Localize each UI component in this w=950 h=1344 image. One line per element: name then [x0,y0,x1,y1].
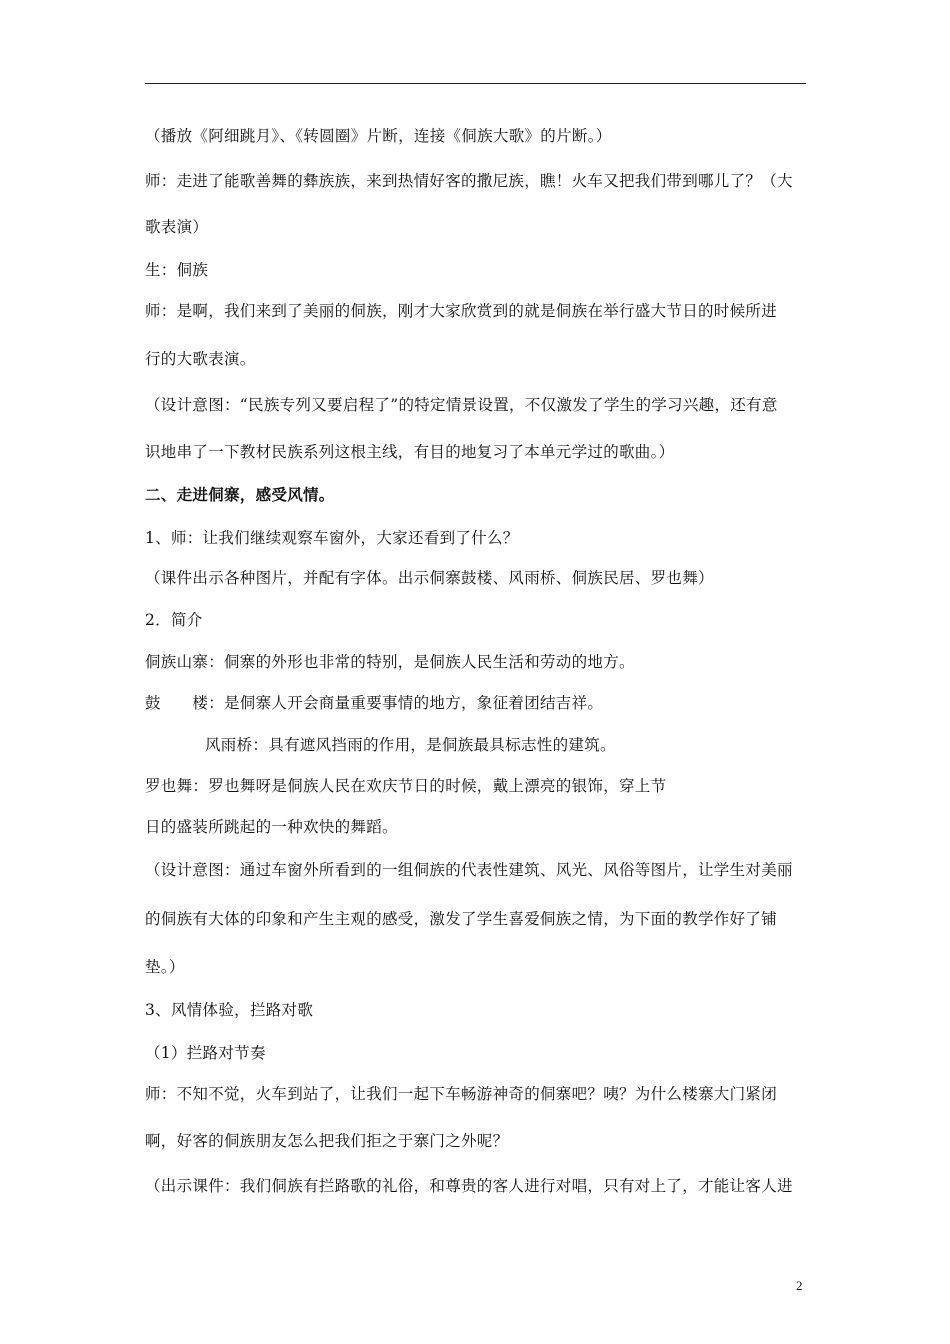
text-line: 师：不知不觉，火车到站了，让我们一起下车畅游神奇的侗寨吧？咦？为什么楼寨大门紧闭 [145,1085,778,1103]
text-line: 2．简介 [145,611,203,629]
text-line: 3、风情体验，拦路对歌 [145,1001,314,1019]
header-rule [145,83,806,84]
text-line: 识地串了一下教材民族系列这根主线，有目的地复习了本单元学过的歌曲。） [145,443,675,461]
page-number: 2 [796,1278,803,1293]
text-line: 罗也舞：罗也舞呀是侗族人民在欢庆节日的时候，戴上漂亮的银饰，穿上节 [145,777,667,795]
text-line: （课件出示各种图片，并配有字体。出示侗寨鼓楼、风雨桥、侗族民居、罗也舞） [145,569,714,587]
text-line: 鼓 楼：是侗寨人开会商量重要事情的地方，象征着团结吉祥。 [145,694,604,712]
text-line: 生：侗族 [145,261,209,279]
section-heading: 二、走进侗寨，感受风情。 [145,485,335,504]
text-line: 师：走进了能歌善舞的彝族族，来到热情好客的撒尼族，瞧！火车又把我们带到哪儿了？（大 [145,172,793,190]
text-line: 的侗族有大体的印象和产生主观的感受，激发了学生喜爱侗族之情，为下面的教学作好了铺 [145,910,778,928]
text-line: 行的大歌表演。 [145,350,256,368]
text-line: 垫。） [145,958,185,976]
text-line: （设计意图：“民族专列又要启程了”的特定情景设置，不仅激发了学生的学习兴趣，还有意 [145,396,778,414]
text-line: 侗族山寨：侗寨的外形也非常的特别，是侗族人民生活和劳动的地方。 [145,653,635,671]
text-line: 师：是啊，我们来到了美丽的侗族，刚才大家欣赏到的就是侗族在举行盛大节日的时候所进 [145,302,778,320]
text-line: （出示课件：我们侗族有拦路歌的礼俗，和尊贵的客人进行对唱，只有对上了，才能让客人进 [145,1177,793,1195]
text-line: （1）拦路对节奏 [145,1044,266,1062]
text-line: （设计意图：通过车窗外所看到的一组侗族的代表性建筑、风光、风俗等图片，让学生对美丽 [145,861,793,879]
text-line: （播放《阿细跳月》、《转圆圈》片断，连接《侗族大歌》的片断。） [145,127,612,145]
text-line: 啊，好客的侗族朋友怎么把我们拒之于寨门之外呢？ [145,1132,509,1150]
text-line: 歌表演） [145,218,209,236]
text-line: 风雨桥：具有遮风挡雨的作用，是侗族最具标志性的建筑。 [205,736,616,754]
text-line: 1、师：让我们继续观察车窗外，大家还看到了什么？ [145,529,519,547]
text-line: 日的盛装所跳起的一种欢快的舞蹈。 [145,818,398,836]
